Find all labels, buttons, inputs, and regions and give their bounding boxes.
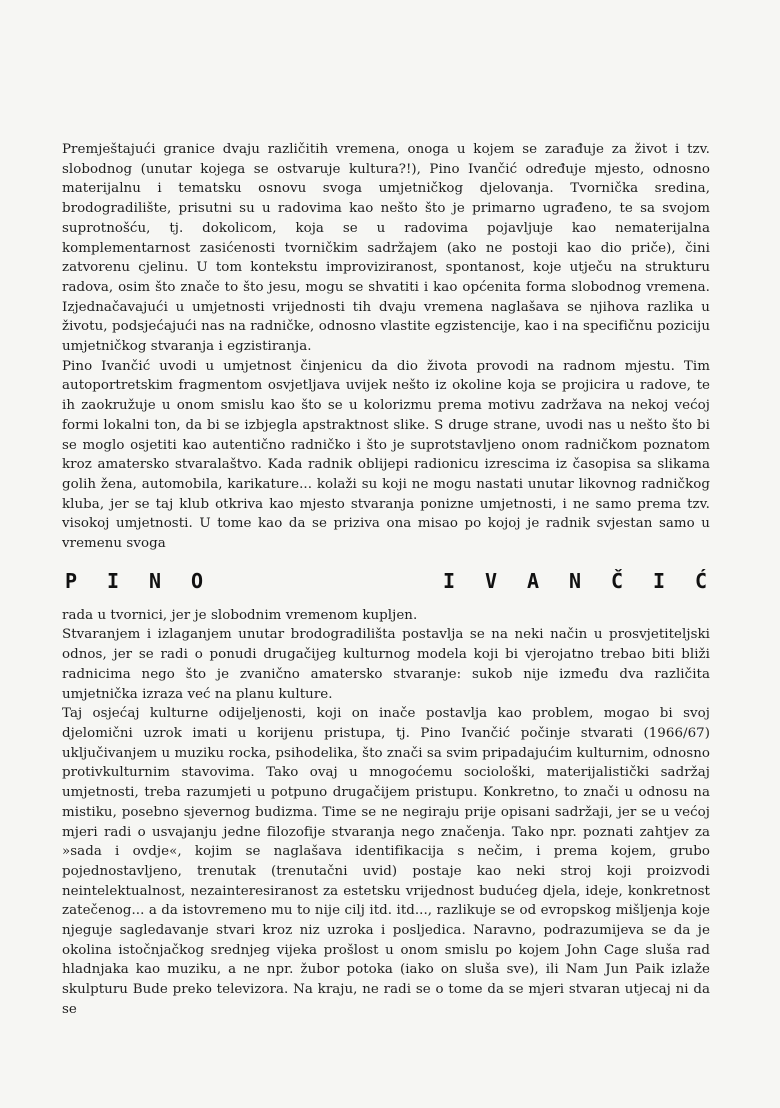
article-top-section (62, 140, 710, 554)
name-letter: N (568, 568, 582, 593)
name-letter: Ć (694, 568, 708, 593)
name-letter: Č (610, 568, 624, 593)
name-letter: A (526, 568, 540, 593)
article-page (62, 140, 710, 1020)
paragraph-continuation: rada u tvornici, jer je slobodnim vremenom kupljen. (62, 607, 418, 623)
name-letter: V (484, 568, 498, 593)
name-letter: N (148, 568, 162, 593)
name-letter: I (652, 568, 666, 593)
paragraph-intro: Premještajući granice dvaju različitih vremena, onoga u kojem se zarađuje za život i tzv. slobodnog (unutar kojega se ostvaruje kultura?!), Pino Ivančić određuje mjesto, odnosno materijalnu i tematsku osnovu svoga umjetničkog djelovanja. Tvornička sredina, brodogradilište, prisutni su u radovima kao nešto što je primarno ugrađeno, te sa svojom suprotnošću, tj. dokolicom, koja se u radovima pojavljuje kao nematerijalna komplementarnost zasićenosti tvorničkim sadržajem (ako ne postoji kao dio priče), čini zatvorenu cjelinu. U tom kontekstu improviziranost, spontanost, koje utječu na strukturu radova, osim što znače to što jesu, mogu se shvatiti i kao općenita forma slobodnog vremena. Izjednačavajući u umjetnosti vrijednosti tih dvaju vremena naglašava se njihova razlika u životu, podsjećajući nas na radničke, odnosno vlastite egzistencije, kao i na specifičnu poziciju umjetničkog stvaranja i egzistiranja. (62, 142, 710, 355)
paragraph-culture: Taj osjećaj kulturne odijeljenosti, koji on inače postavlja kao problem, mogao bi svoj djelomični uzrok imati u korijenu pristupa, tj. Pino Ivančić počinje stvarati (1966/67) uključivanjem u muziku rocka, psihodelika, što znači sa svim pripadajućim kulturnim, odnosno protivkulturnim stavovima. Tako ovaj u mnogoćemu sociološki, materijalistički sadržaj umjetnosti, treba razumjeti u potpuno drugačijem pristupu. Konkretno, to znači u odnosu na mistiku, posebno sjevernog budizma. Time se ne negiraju prije opisani sadržaji, jer se u većoj mjeri radi o usvajanju jedne filozofije stvaranja nego značenja. Tako npr. poznati zahtjev za »sada i ovdje«, kojim se naglašava identifikacija s nečim, i prema kojem, grubo pojednostavljeno, trenutak (trenutačni uvid) postaje kao neki stroj koji proizvodi neintelektualnost, nezainteresiranost za estetsku vrijednost budućeg djela, ideje, konkretnost zatečenog... a da istovremeno mu to nije cilj itd. itd..., razlikuje se od evropskog mišljenja koje njeguje sagledavanje stvari kroz niz uzroka i posljedica. Naravno, podrazumijeva se da je okolina istočnjačkog srednjeg vijeka prošlost u onom smislu po kojem John Cage sluša rad hladnjaka kao muziku, a ne npr. žubor potoka (iako on sluša sve), ili Nam Jun Paik izlaže skulpturu Bude preko televizora. Na kraju, ne radi se o tome da se mjeri stvaran utjecaj ni da se (62, 706, 710, 1017)
name-letter: O (190, 568, 204, 593)
artist-name-heading (62, 566, 710, 596)
paragraph-workplace: Pino Ivančić uvodi u umjetnost činjenicu da dio života provodi na radnom mjestu. Tim autoportretskim fragmentom osvjetljava uvijek nešto iz okoline koja se projicira u radove, te ih zaokružuje u onom smislu kao što se u kolorizmu prema motivu zadržava na nekoj većoj formi lokalni ton, da bi se izbjegla apstraktnost slike. S druge strane, uvodi nas u nešto što bi se moglo osjetiti kao autentično radničko i što je suprotstavljeno onom radničkom poznatom kroz amatersko stvaralaštvo. Kada radnik oblijepi radionicu izrescima iz časopisa sa slikama golih žena, automobila, karikature... kolaži su koji ne mogu nastati unutar likovnog radničkog kluba, jer se taj klub otkriva kao mjesto stvaranja ponizne umjetnosti, i ne samo prema tzv. visokoj umjetnosti. U tome kao da se priziva ona misao po kojoj je radnik svjestan samo u vremenu svoga (62, 358, 710, 552)
paragraph-shipyard: Stvaranjem i izlaganjem unutar brodogradilišta postavlja se na neki način u prosvjetiteljski odnos, jer se radi o ponudi drugačijeg kulturnog modela koji bi vjerojatno trebao biti bliži radnicima nego što je zvanično amatersko stvaranje: sukob nije između dva različita umjetnička izraza već na planu kulture. (62, 627, 710, 702)
article-bottom-section (62, 606, 710, 1020)
name-letter: I (442, 568, 456, 593)
name-letter: P (64, 568, 78, 593)
name-letter: I (106, 568, 120, 593)
